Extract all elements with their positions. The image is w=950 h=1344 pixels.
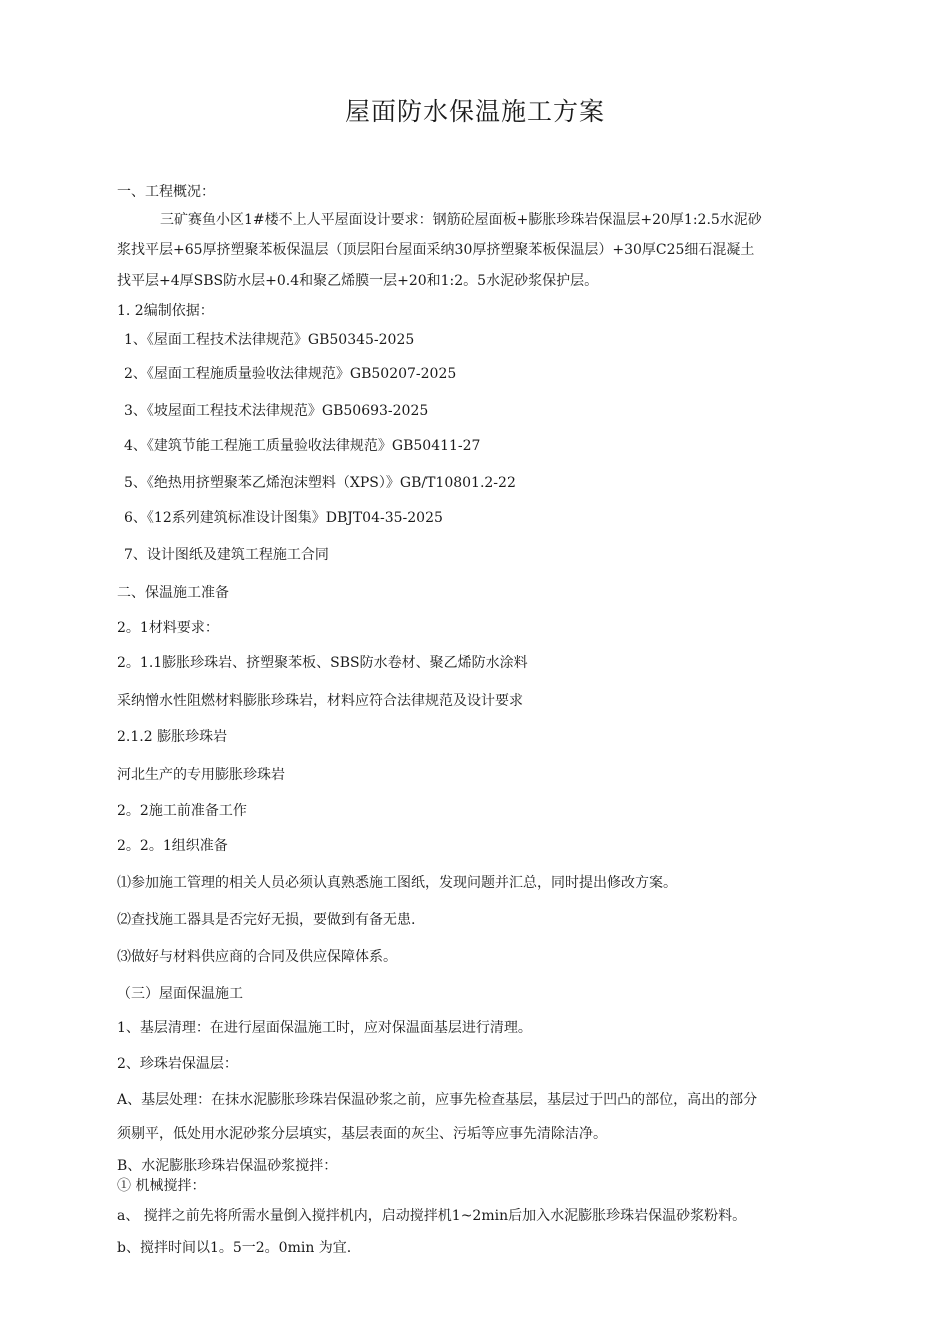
list-item: 2、《屋面工程施质量验收法律规范》GB50207-2025	[124, 366, 457, 382]
list-item: ① 机械搅拌：	[117, 1178, 206, 1194]
paragraph-line: 浆找平层+65厚挤塑聚苯板保温层（顶层阳台屋面采纳30厚挤塑聚苯板保温层）+30厚C25细石混凝土	[117, 242, 755, 258]
paragraph-line: 1、基层清理：在进行屋面保温施工时，应对保温面基层进行清理。	[117, 1020, 532, 1036]
list-item: 6、《12系列建筑标准设计图集》DBJT04-35-2025	[124, 510, 443, 526]
paragraph-line: 2、珍珠岩保温层：	[117, 1056, 238, 1072]
list-item: a、 搅拌之前先将所需水量倒入搅拌机内，启动搅拌机1~2min后加入水泥膨胀珍珠岩保温砂浆粉料。	[117, 1208, 747, 1224]
subsection-heading: 2.1.2 膨胀珍珠岩	[117, 729, 228, 745]
section-heading: 一、工程概况：	[117, 184, 215, 200]
paragraph-line: 河北生产的专用膨胀珍珠岩	[117, 767, 285, 783]
subsection-heading: 2。1材料要求：	[117, 620, 219, 636]
section-heading: （三）屋面保温施工	[117, 986, 243, 1002]
paragraph-line: 2。1.1膨胀珍珠岩、挤塑聚苯板、SBS防水卷材、聚乙烯防水涂料	[117, 655, 528, 671]
document-title: 屋面防水保温施工方案	[344, 97, 605, 126]
list-item: ⑶做好与材料供应商的合同及供应保障体系。	[117, 949, 397, 965]
subsection-heading: 2。2施工前准备工作	[117, 803, 247, 819]
list-item: 1、《屋面工程技术法律规范》GB50345-2025	[124, 332, 415, 348]
list-item: 5、《绝热用挤塑聚苯乙烯泡沫塑料（XPS）》GB/T10801.2-22	[124, 475, 516, 491]
paragraph-line: 找平层+4厚SBS防水层+0.4和聚乙烯膜一层+20和1:2。5水泥砂浆保护层。	[117, 273, 599, 289]
paragraph-line: 须剔平，低处用水泥砂浆分层填实，基层表面的灰尘、污垢等应事先清除洁净。	[117, 1126, 607, 1142]
section-heading: 1. 2编制依据：	[117, 303, 214, 319]
paragraph-line: 采纳憎水性阻燃材料膨胀珍珠岩，材料应符合法律规范及设计要求	[117, 693, 523, 709]
paragraph-line: A、基层处理：在抹水泥膨胀珍珠岩保温砂浆之前，应事先检查基层，基层过于凹凸的部位，高出的部分	[117, 1092, 758, 1108]
list-item: ⑵查找施工器具是否完好无损，要做到有备无患.	[117, 912, 416, 928]
list-item: ⑴参加施工管理的相关人员必须认真熟悉施工图纸，发现问题并汇总，同时提出修改方案。	[117, 875, 677, 891]
list-item: b、搅拌时间以1。5一2。0min 为宜.	[117, 1240, 352, 1256]
subsection-heading: 2。2。1组织准备	[117, 838, 228, 854]
paragraph-line: B、水泥膨胀珍珠岩保温砂浆搅拌：	[117, 1158, 338, 1174]
list-item: 7、设计图纸及建筑工程施工合同	[124, 547, 329, 563]
section-heading: 二、保温施工准备	[117, 585, 229, 601]
list-item: 3、《坡屋面工程技术法律规范》GB50693-2025	[124, 403, 429, 419]
list-item: 4、《建筑节能工程施工质量验收法律规范》GB50411-27	[124, 438, 481, 454]
paragraph-line: 三矿赛鱼小区1#楼不上人平屋面设计要求：钢筋砼屋面板+膨胀珍珠岩保温层+20厚1:2.5水泥砂	[160, 212, 762, 228]
